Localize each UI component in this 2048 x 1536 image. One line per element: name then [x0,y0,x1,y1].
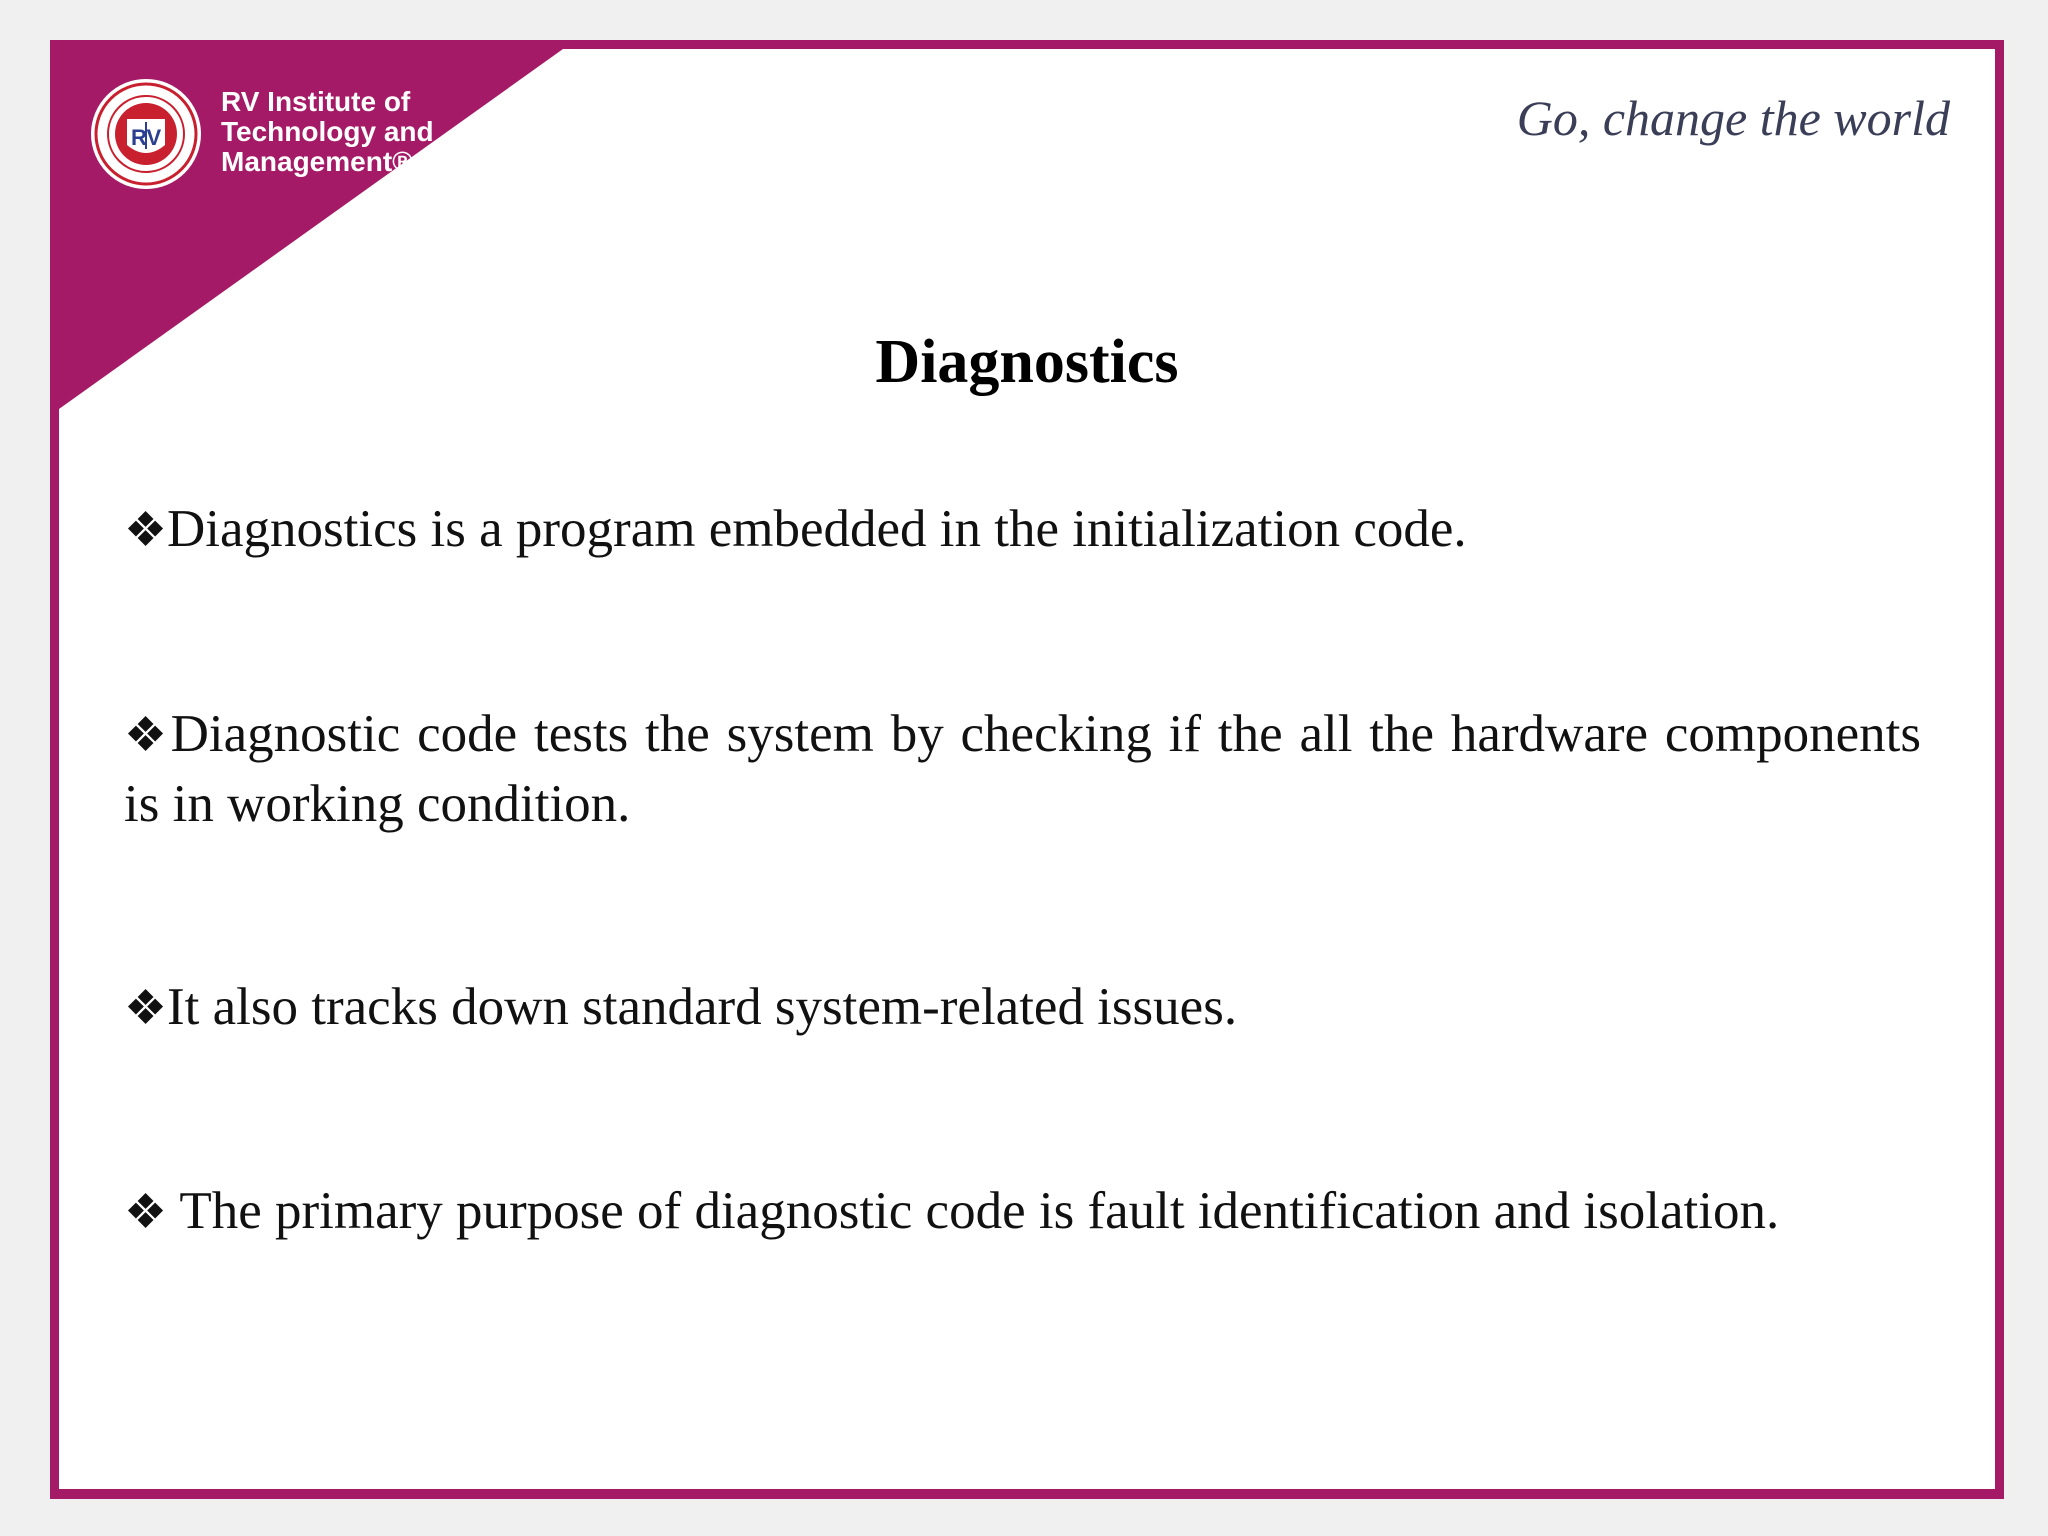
rv-logo [89,77,203,191]
slide [50,40,2004,1499]
institute-name-line: Management® [221,146,413,177]
institute-name-line: Technology and [221,116,434,147]
bullet-item [124,1177,1921,1247]
bullet-text: It also tracks down standard system-related issues. [167,978,1238,1036]
bullet-text: Diagnostics is a program embedded in the initialization code. [167,500,1467,558]
svg-text:RV: RV [131,125,162,150]
tagline: Go, change the world [1516,90,1950,146]
bullet-item [124,700,1921,838]
bullet-text: Diagnostic code tests the system by checking if the all the hardware components is in working condition. [124,705,1921,833]
diamond-bullet-icon: ❖ [124,504,168,557]
bullet-text: The primary purpose of diagnostic code is fault identification and isolation. [167,1182,1780,1240]
institute-name [221,87,461,177]
diamond-bullet-icon: ❖ [124,982,168,1035]
diamond-bullet-icon: ❖ [124,709,171,762]
bullet-item [124,973,1921,1043]
diamond-bullet-icon: ❖ [124,1186,168,1239]
slide-title: Diagnostics [875,328,1179,396]
institute-name-line: RV Institute of [221,86,411,117]
bullet-item [124,495,1921,565]
